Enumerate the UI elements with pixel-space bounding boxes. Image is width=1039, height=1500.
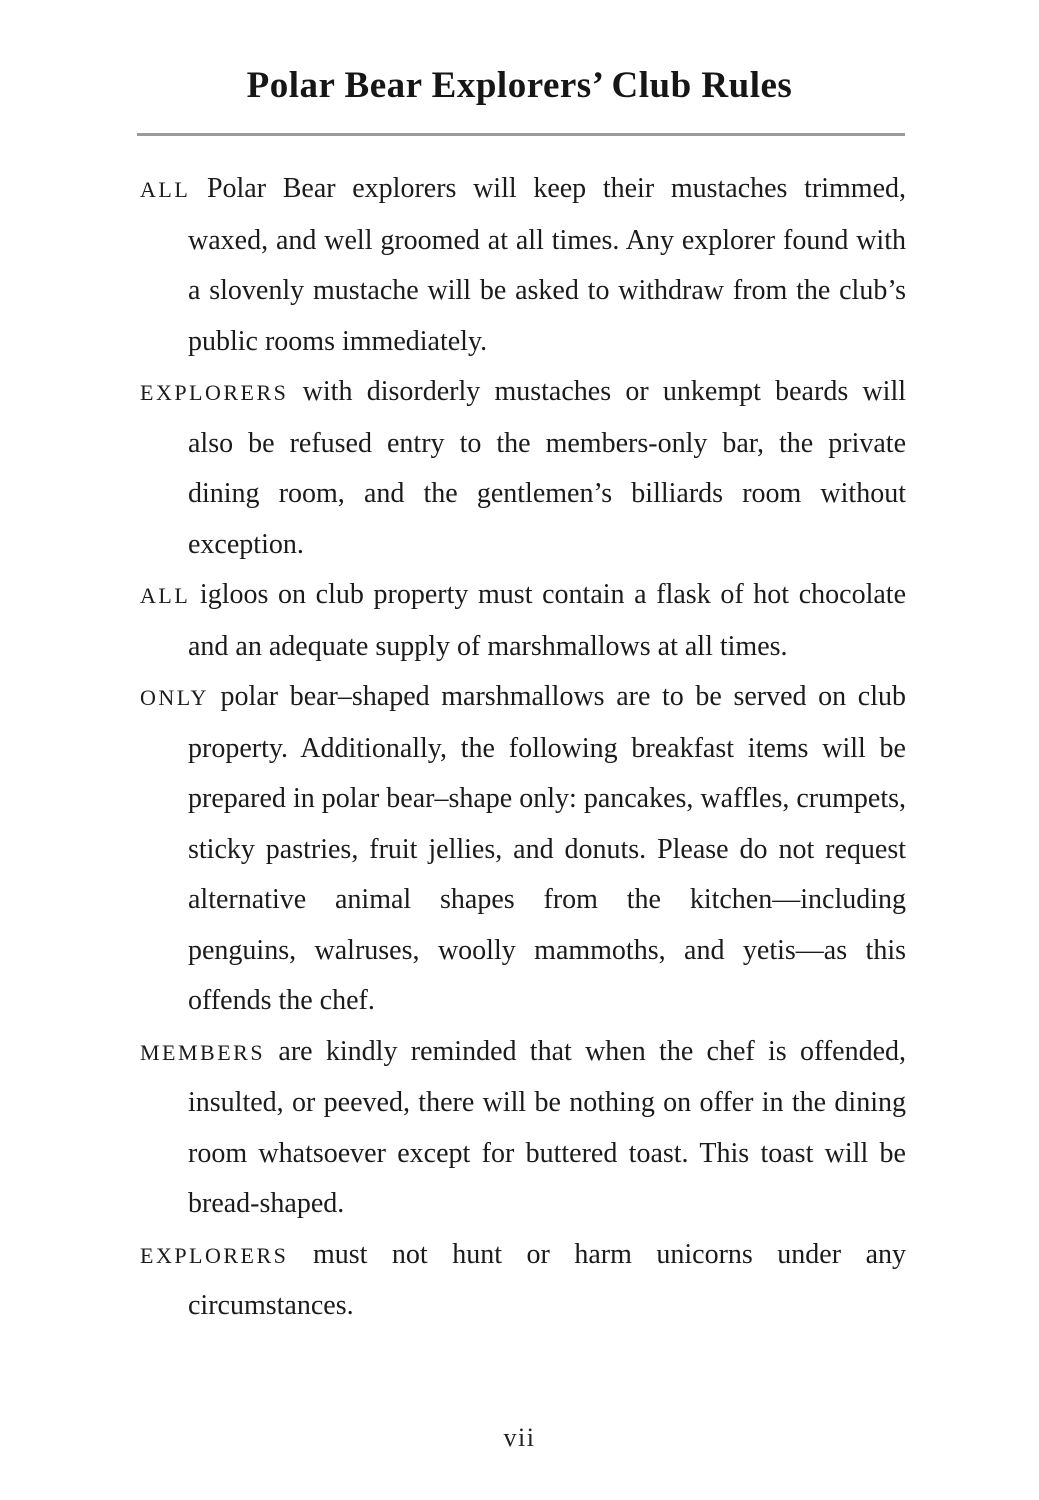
rule-item-igloos [140, 570, 906, 672]
rules-list [140, 164, 906, 1332]
page-title: Polar Bear Explorers’ Club Rules [246, 65, 793, 106]
rule-text: Polar Bear explorers will keep their mustaches trimmed, waxed, and well groomed at all times. Any explorer found with a slovenly mustache will be asked to withdraw from the club’s public rooms immediately. [188, 173, 906, 357]
rule-text: must not hunt or harm unicorns under any circumstances. [188, 1238, 906, 1321]
rule-lead: ONLY [140, 685, 209, 710]
rule-item-unicorns [140, 1230, 906, 1332]
rule-text: igloos on club property must contain a flask of hot chocolate and an adequate supply of marshmallows at all times. [188, 579, 907, 662]
rule-item-beards [140, 367, 906, 570]
rule-lead: ALL [140, 583, 191, 608]
rule-item-marshmallows [140, 672, 906, 1027]
rule-text: with disorderly mustaches or unkempt beards will also be refused entry to the members-only bar, the private dining room, and the gentlemen’s billiards room without exception. [188, 376, 907, 560]
rule-lead: EXPLORERS [140, 1242, 289, 1268]
rule-text: polar bear–shaped marshmallows are to be served on club property. Additionally, the following breakfast items will be prepared in polar bear–shape only: pancakes, waffles, crumpets, sticky pastries, fruit jellies, and donuts. Please do not request alternative animal shapes from the kitchen—including penguins, walruses, woolly mammoths, and yetis—as this offends the chef. [188, 681, 907, 1016]
rule-item-chef [140, 1027, 906, 1230]
page-number: vii [503, 1423, 536, 1452]
rule-text: are kindly reminded that when the chef is offended, insulted, or peeved, there will be nothing on offer in the dining room whatsoever except for buttered toast. This toast will be bread-shaped. [188, 1035, 907, 1219]
title-divider [137, 133, 905, 136]
rule-lead: ALL [140, 177, 191, 202]
rule-lead: EXPLORERS [140, 380, 289, 405]
rule-item-mustaches [140, 164, 906, 367]
rule-lead: MEMBERS [140, 1039, 266, 1065]
